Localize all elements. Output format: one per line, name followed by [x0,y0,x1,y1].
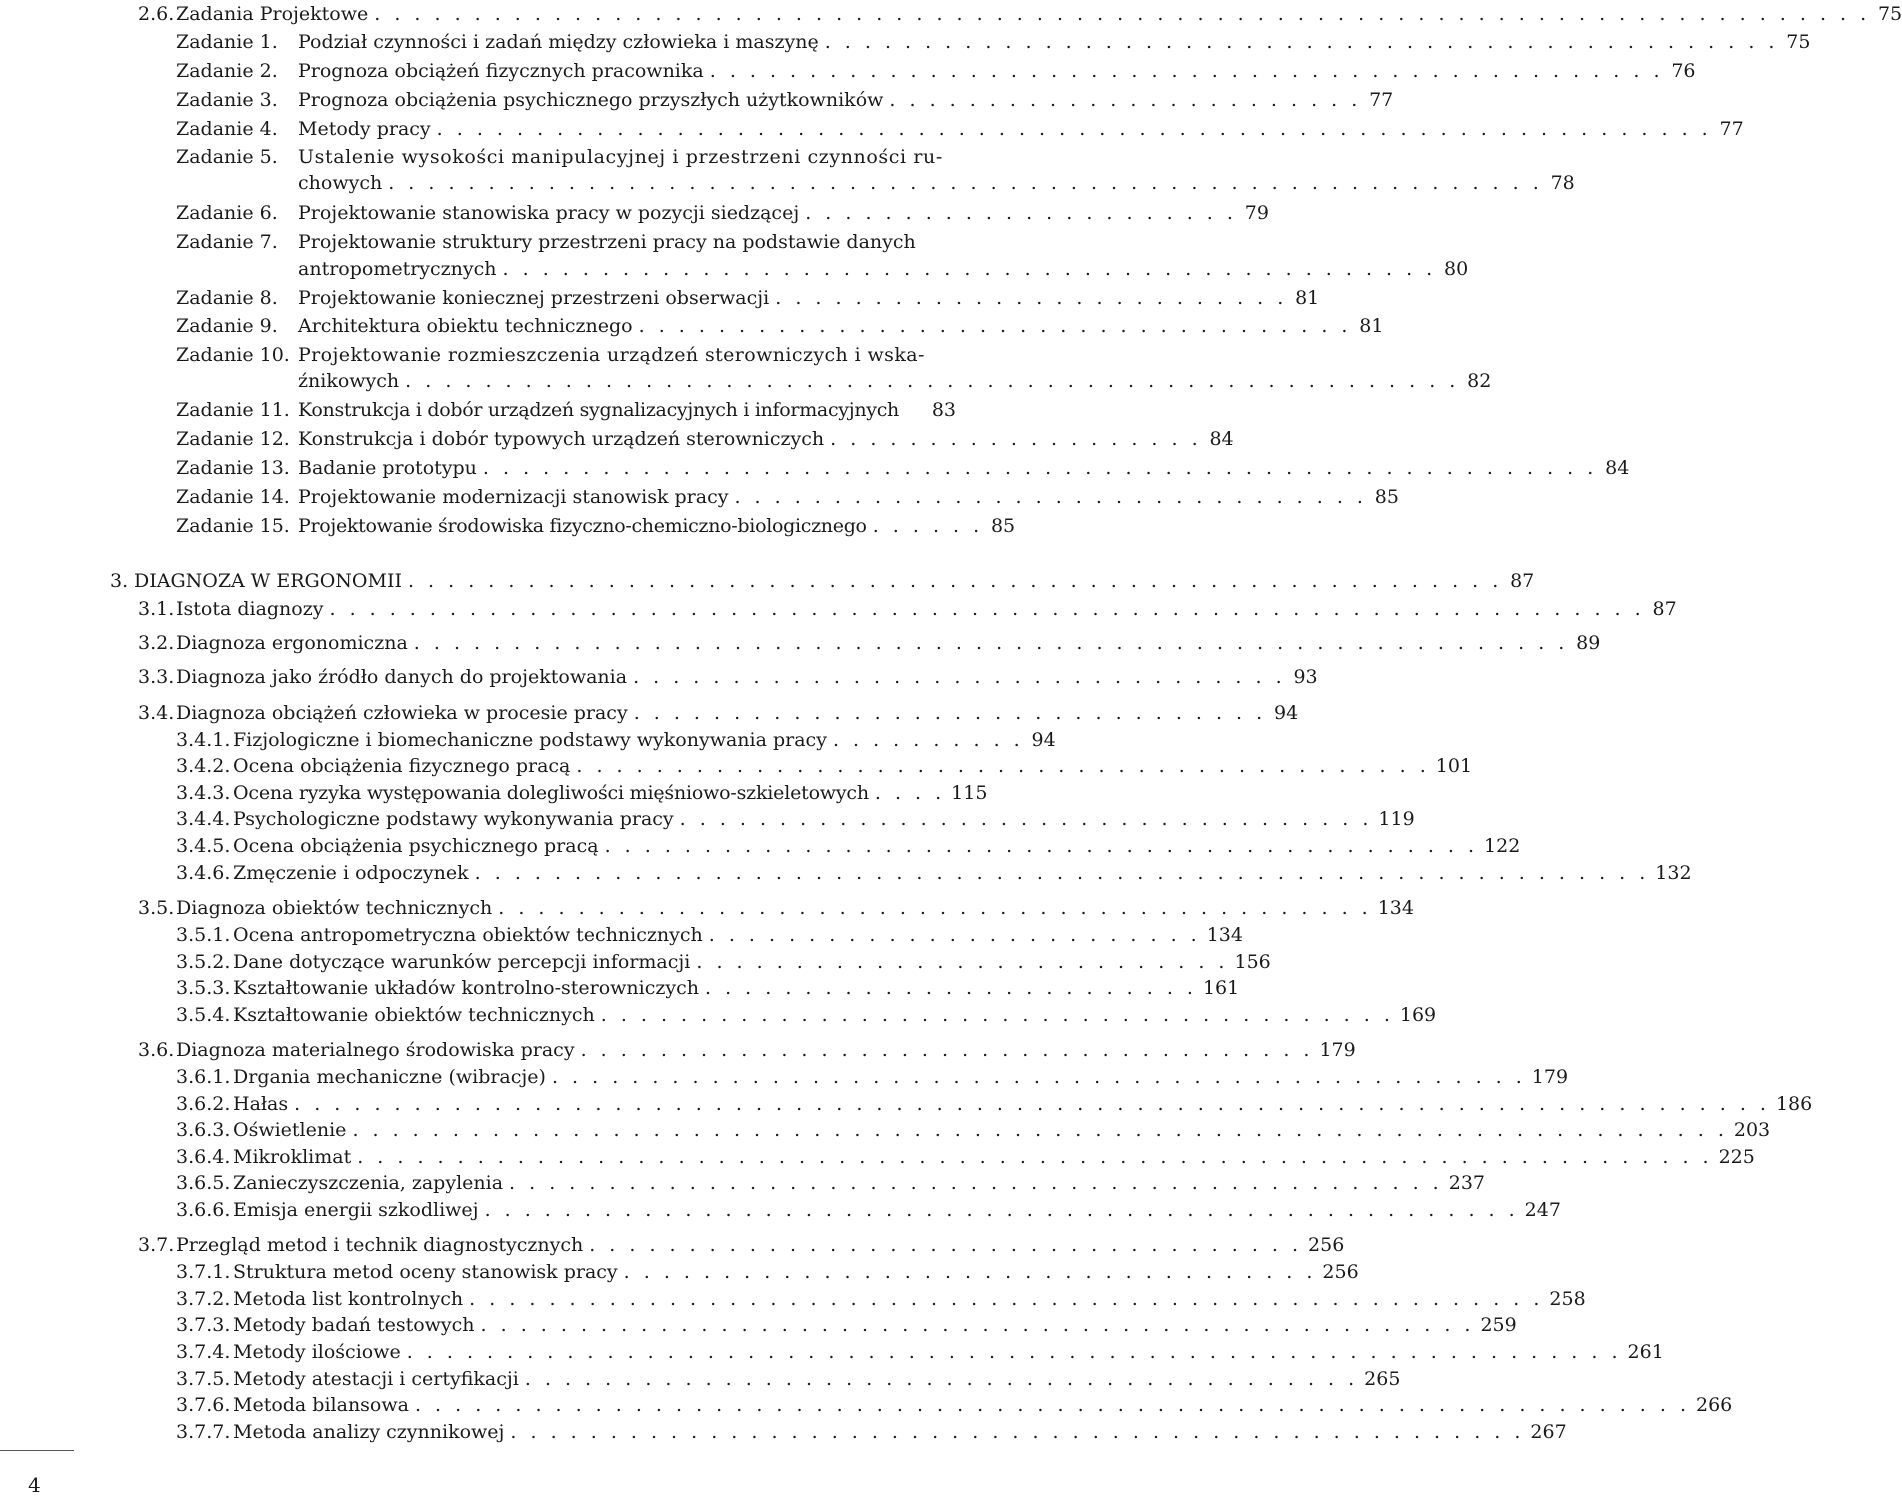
leader-dots: . . . . . . . . . . . . . . . . . . . . . . . . . [705,977,1197,999]
entry-number: 3.6.1. [176,1066,231,1088]
entry-page: 94 [1274,702,1299,724]
toc-entry-zadanie-8[interactable] [176,285,1320,311]
toc-entry-3-6-5[interactable] [176,1170,1485,1196]
entry-number: 3.6.3. [176,1119,231,1141]
entry-title: Struktura metod oceny stanowisk pracy [233,1261,618,1283]
toc-entry-3-6-4[interactable] [176,1144,1755,1170]
entry-page: 179 [1531,1066,1569,1088]
entry-title: Badanie prototypu [298,457,477,479]
entry-title: Projektowanie stanowiska pracy w pozycji siedzącej [298,202,800,224]
leader-dots: . . . . . . . . . . . . . . . . . . . . . . . . . . . . . . . . . . . . . . . . . . . . . . . . . . . . . . . . . . . . . [406,1341,1622,1363]
leader-dots: . . . . . . . . . . . . . . . . . . . . . . . . . . . . . . . . . . . . . . . . . . . . . . . . . . . . . . . . . . . . . . . . . . . . . . . . . . . [374,3,1871,25]
leader-dots: . . . . . . . . . . . . . . . . . . . . . . . . . . . . . . . . . . . [623,1261,1317,1283]
entry-number: Zadanie 13. [176,457,290,479]
toc-entry-2-6[interactable] [138,1,1902,27]
entry-number: 3.4.2. [176,755,231,777]
toc-entry-zadanie-5-line1[interactable] [176,144,943,170]
leader-dots: . . . . . . . . . . . . . . . . . . . . . . . . . . . . . . . . . . . . . . . . . . . . . . . . . . . . . . . . . . [388,172,1543,194]
entry-number: 3.4. [138,702,175,724]
entry-number: 3.4.6. [176,862,231,884]
entry-page: 89 [1576,632,1601,654]
entry-title: Ocena antropometryczna obiektów technicznych [233,924,703,946]
entry-title-line1: Projektowanie rozmieszczenia urządzeń sterowniczych i wska- [298,344,925,366]
entry-number: 3.3. [138,666,175,688]
leader-dots: . . . . . . . . . . . . . . . . . . . . . . . . . . . . . . . . . . . . . . . . . . . . . . . . . . . . . . . . . . . . . . . . [414,1394,1690,1416]
entry-number: Zadanie 3. [176,89,278,111]
entry-page: 265 [1364,1368,1401,1390]
toc-entry-3-5-4[interactable] [176,1002,1437,1028]
entry-page: 161 [1202,977,1240,999]
leader-dots: . . . . . . . . . . . . . . . . . . . . . . . . . . . . . . . . . . . . . . . . . . . . . . . . . . . . . . . . . . . . . . . . . . . . [357,1146,1713,1168]
entry-title: Projektowanie koniecznej przestrzeni obserwacji [298,287,770,309]
toc-entry-3-1[interactable] [138,596,1677,622]
entry-page: 75 [1877,3,1902,25]
entry-page: 247 [1524,1199,1561,1221]
toc-entry-zadanie-13[interactable] [176,455,1630,481]
toc-entry-zadanie-11[interactable] [176,397,956,423]
entry-number: Zadanie 12. [176,428,290,450]
toc-entry-3-4[interactable] [138,700,1299,726]
entry-title: Podział czynności i zadań między człowieka i maszynę [298,31,819,53]
entry-page: 156 [1234,951,1271,973]
entry-number: 3.7.6. [176,1394,231,1416]
entry-number: Zadanie 14. [176,486,290,508]
entry-number: 3.6.2. [176,1093,231,1115]
toc-entry-zadanie-6[interactable] [176,200,1269,226]
leader-dots: . . . . . . . . . . . . . . . . . . . . . . . . [889,89,1362,111]
entry-title: Projektowanie modernizacji stanowisk pracy [298,486,729,508]
entry-page: 261 [1627,1341,1664,1363]
leader-dots: . . . . . . . . . . . . . . . . . . . . . . . . . . . . . . . . . . . . . . . . . . . . . . . . [709,60,1664,82]
leader-dots: . . . . . . . . . . . . . . . . . . . [830,428,1202,450]
toc-entry-zadanie-3[interactable] [176,87,1394,113]
entry-number: 3.7.4. [176,1341,231,1363]
toc-entry-zadanie-15[interactable] [176,513,1016,539]
leader-dots: . . . . . . . . . . . . . . . . . . . . . . . . . . . . . . . . . . . . . . . . . . . [576,755,1430,777]
entry-page: 93 [1293,666,1318,688]
entry-title: Metody ilościowe [233,1341,401,1363]
leader-dots: . . . . . . . . . . . . . . . . . . . . . . . . . . . . . . . . [734,486,1367,508]
leader-dots: . . . . . . . . . . . . . . . . . . . . . . . . . . . . . . . . . . . . . . . . . . . . . . . . . . . . . . . . . . . [474,862,1650,884]
entry-title: Metody atestacji i certyfikacji [233,1368,519,1390]
toc-entry-3-5[interactable] [138,895,1414,921]
toc-entry-zadanie-10-line2[interactable] [298,368,1492,394]
toc-entry-zadanie-9[interactable] [176,313,1384,339]
entry-title-line2: źnikowych [298,370,400,392]
toc-entry-3-6-2[interactable] [176,1091,1813,1117]
entry-number: 3.4.4. [176,808,231,830]
entry-number: 3.7. [138,1234,175,1256]
entry-page: 80 [1444,258,1469,280]
entry-page: 169 [1399,1004,1437,1026]
entry-title-line1: Projektowanie struktury przestrzeni pracy na podstawie danych [298,231,916,253]
entry-page: 186 [1775,1093,1813,1115]
entry-number: Zadanie 15. [176,515,290,537]
leader-dots: . . . . . . . . . . . . . . . . . . . . . . . . . . . . . . . . . . . . . . . . . . . . . . . [509,1172,1443,1194]
entry-page: 94 [1031,729,1056,751]
entry-page: 266 [1696,1394,1733,1416]
entry-title: DIAGNOZA W ERGONOMII [134,570,402,592]
entry-page: 85 [1374,486,1399,508]
entry-number: 3.6.4. [176,1146,231,1168]
entry-page: 115 [951,782,988,804]
entry-number: Zadanie 1. [176,31,278,53]
leader-dots: . . . . . . . . . . . . . . . . . . . . . . . . . . . . . . . . . . . . . . . . . . . . . . . . . [551,1066,1526,1088]
entry-title: Architektura obiektu technicznego [298,315,633,337]
entry-title: Zanieczyszczenia, zapylenia [233,1172,504,1194]
entry-page: 76 [1671,60,1696,82]
entry-number: Zadanie 10. [176,344,290,366]
leader-dots: . . . . . . . . . . . . . . . . . . . . . . . . . . . . . . . . . . . . . . . . . . . . [604,835,1479,857]
entry-number: Zadanie 6. [176,202,278,224]
entry-page: 237 [1448,1172,1485,1194]
toc-entry-zadanie-7-line1[interactable] [176,229,916,255]
entry-page: 256 [1308,1234,1345,1256]
leader-dots: . . . . . . . . . . . . . . . . . . . . . . . . . . . . . . . . . . . . . . . . . . . . . . . . . . . . . . . . [482,457,1598,479]
entry-title: Konstrukcja i dobór urządzeń sygnalizacyjnych i informacyjnych [298,399,899,421]
toc-entry-3-7-1[interactable] [176,1259,1359,1285]
entry-title: Prognoza obciążenia psychicznego przyszłych użytkowników [298,89,884,111]
leader-dots: . . . . . . . . . . . . . . . . . . . . . . . . . . . . . . . . . . . . [589,1234,1303,1256]
toc-entry-3-4-1[interactable] [176,727,1056,753]
entry-title: Fizjologiczne i biomechaniczne podstawy wykonywania pracy [233,729,827,751]
entry-number: 3.6. [138,1039,175,1061]
toc-entry-3-4-3[interactable] [176,780,988,806]
entry-number: 3.2. [138,632,175,654]
leader-dots: . . . . . . . . . . . . . . . . . . . . . . . . . . . . . . . . . [633,666,1286,688]
entry-title: Kształtowanie obiektów technicznych [233,1004,595,1026]
leader-dots: . . . . . . . . . . . . . . . . . . . . . . . . . . . . . . . . . . . . . . . . . . . . . . . . . . . . . . . . . . . . . . . . . . . . . . . . . . [294,1093,1770,1115]
leader-dots: . . . . . . . . . . . . . . . . . . . . . . . . . . . . . . . . . . . . . . . . . . . . . . . . . . [480,1314,1475,1336]
entry-title-line1: Ustalenie wysokości manipulacyjnej i przestrzeni czynności ru- [298,146,943,168]
leader-dots: . . . . . . . . . . . . . . . . . . . . . . . . . . . . . . . . . . . [679,808,1373,830]
toc-entry-zadanie-4[interactable] [176,116,1744,142]
entry-title: Metoda analizy czynnikowej [233,1421,505,1443]
toc-entry-3-6-3[interactable] [176,1117,1771,1143]
entry-title: Oświetlenie [233,1119,347,1141]
leader-dots: . . . . . . . . . . . . . . . . . . . . . . . . . . . . . . . . . . . . . . . . . . . . . . . . . . . . . . . [407,570,1503,592]
toc-entry-3-6[interactable] [138,1037,1356,1063]
entry-page: 258 [1549,1288,1586,1310]
entry-title: Metody badań testowych [233,1314,475,1336]
entry-number: 3.1. [138,598,175,620]
entry-title: Ocena ryzyka występowania dolegliwości mięśniowo-szkieletowych [233,782,869,804]
toc-chapter-3[interactable] [110,568,1535,594]
leader-dots: . . . . . . . . . . . . . . . . . . . . . . . . . . [775,287,1288,309]
entry-number: 3.6.5. [176,1172,231,1194]
entry-page: 82 [1467,370,1492,392]
entry-number: 3.5.3. [176,977,231,999]
toc-entry-3-5-1[interactable] [176,922,1243,948]
entry-page: 87 [1652,598,1677,620]
entry-title: Psychologiczne podstawy wykonywania pracy [233,808,674,830]
entry-page: 77 [1369,89,1394,111]
toc-entry-3-5-2[interactable] [176,949,1271,975]
entry-number: Zadanie 9. [176,315,278,337]
entry-page: 78 [1550,172,1575,194]
entry-page: 119 [1378,808,1415,830]
entry-page: 132 [1655,862,1692,884]
entry-number: 3.7.5. [176,1368,231,1390]
entry-number: 3.5.4. [176,1004,231,1026]
entry-number: 2.6. [138,3,175,25]
entry-title: Emisja energii szkodliwej [233,1199,479,1221]
leader-dots: . . . . [874,782,946,804]
entry-page: 122 [1484,835,1521,857]
entry-page: 81 [1359,315,1384,337]
footer-page-number: 4 [28,1473,41,1497]
leader-dots: . . . . . . . . . . . . . . . . . . . . . . . . . . . . . . . . . . . . . . . . . . . . [498,897,1372,919]
entry-page: 85 [990,515,1016,537]
entry-number: 3.7.2. [176,1288,231,1310]
entry-page: 83 [931,399,956,421]
leader-dots: . . . . . . . . . . . . . . . . . . . . . . . . . . . . . . . . . . . . . . . . . . [524,1368,1359,1390]
leader-dots: . . . . . . . . . . . . . . . . . . . . . . . . . . . [696,951,1229,973]
leader-dots: . . . . . . . . . . . . . . . . . . . . . . [805,202,1237,224]
entry-title: Istota diagnozy [176,598,324,620]
entry-page: 267 [1530,1421,1567,1443]
entry-number: Zadanie 4. [176,118,278,140]
toc-entry-zadanie-10-line1[interactable] [176,342,925,368]
leader-dots: . . . . . . . . . . . . . . . . . . . . . . . . . . . . . . . . . . . . . . . . . . . . . . . [502,258,1437,280]
entry-title: Metoda list kontrolnych [233,1288,464,1310]
toc-entry-zadanie-2[interactable] [176,58,1696,84]
entry-title: Diagnoza obiektów technicznych [176,897,493,919]
leader-dots: . . . . . . . . . . . . . . . . . . . . . . . . . . . . . . . . [633,702,1267,724]
entry-number: 3.7.7. [176,1421,231,1443]
entry-title: Ocena obciążenia fizycznego pracą [233,755,571,777]
entry-page: 84 [1605,457,1630,479]
entry-title: Diagnoza obciążeń człowieka w procesie pracy [176,702,628,724]
entry-number: 3.5.2. [176,951,231,973]
toc-entry-3-6-6[interactable] [176,1197,1561,1223]
toc-entry-3-7-6[interactable] [176,1392,1733,1418]
entry-page: 203 [1733,1119,1771,1141]
toc-entry-3-3[interactable] [138,664,1318,690]
toc-entry-zadanie-12[interactable] [176,426,1234,452]
entry-page: 79 [1244,202,1269,224]
entry-title: Diagnoza ergonomiczna [176,632,408,654]
leader-dots: . . . . . . . . . . . . . . . . . . . . . . . . . . . . . . . . . . . . . . . . . . . . . . . . . . . . [484,1199,1519,1221]
toc-entry-3-7-3[interactable] [176,1312,1517,1338]
leader-dots: . . . . . . . . . . . . . . . . . . . . . . . . . . . . . . . . . . . . . [580,1039,1314,1061]
entry-page: 84 [1209,428,1234,450]
entry-number: 3.7.1. [176,1261,231,1283]
entry-number: Zadanie 7. [176,231,278,253]
leader-dots: . . . . . . . . . . [832,729,1024,751]
entry-title: Mikroklimat [233,1146,352,1168]
toc-entry-3-7-2[interactable] [176,1286,1586,1312]
entry-number: 3.4.3. [176,782,231,804]
toc-entry-3-4-4[interactable] [176,806,1415,832]
toc-entry-3-4-2[interactable] [176,753,1473,779]
entry-number: Zadanie 8. [176,287,278,309]
leader-dots: . . . . . . . . . . . . . . . . . . . . . . . . . . . . . . . . . . . . . . . . . . . . . . . . [824,31,1779,53]
entry-number: 3.7.3. [176,1314,231,1336]
entry-page: 101 [1435,755,1473,777]
toc-entry-3-7[interactable] [138,1232,1345,1258]
footer-rule [0,1450,74,1451]
entry-number: 3.5.1. [176,924,231,946]
leader-dots: . . . . . . . . . . . . . . . . . . . . . . . . . . . . . . . . . . . . . . . . . . . . . . . . . . . . . . . . . . . . . . . . [436,118,1712,140]
entry-page: 134 [1206,924,1243,946]
entry-page: 179 [1319,1039,1356,1061]
entry-title: Przegląd metod i technik diagnostycznych [176,1234,584,1256]
leader-dots: . . . . . . . . . . . . . . . . . . . . . . . . . . . . . . . . . . . . . . . . . . . . . . . . . . . [510,1421,1525,1443]
entry-number: 3.4.1. [176,729,231,751]
leader-dots: . . . . . . . . . . . . . . . . . . . . . . . . . . . . . . . . . . . . [638,315,1352,337]
leader-dots: . . . . . . [872,515,984,537]
entry-title: Kształtowanie układów kontrolno-sterowniczych [233,977,699,999]
entry-page: 134 [1377,897,1414,919]
toc-entry-3-4-5[interactable] [176,833,1521,859]
entry-title: Drgania mechaniczne (wibracje) [233,1066,546,1088]
toc-entry-zadanie-7-line2[interactable] [298,256,1469,282]
entry-page: 256 [1322,1261,1359,1283]
entry-title: Hałas [233,1093,289,1115]
entry-number: Zadanie 11. [176,399,290,421]
entry-number: 3.6.6. [176,1199,231,1221]
entry-title-line2: antropometrycznych [298,258,497,280]
toc-entry-3-7-4[interactable] [176,1339,1664,1365]
entry-number: 3.4.5. [176,835,231,857]
toc-entry-zadanie-1[interactable] [176,29,1811,55]
leader-dots: . . . . . . . . . . . . . . . . . . . . . . . . . . . . . . . . . . . . . . . . . . . . . . . . . . . . . [405,370,1460,392]
toc-entry-3-7-5[interactable] [176,1366,1401,1392]
entry-number: Zadanie 5. [176,146,278,168]
entry-page: 87 [1510,570,1535,592]
entry-title: Ocena obciążenia psychicznego pracą [233,835,599,857]
leader-dots: . . . . . . . . . . . . . . . . . . . . . . . . . . . . . . . . . . . . . . . . . . . . . . . . . . . . . . [469,1288,1544,1310]
entry-title: Dane dotyczące warunków percepcji informacji [233,951,691,973]
leader-dots: . . . . . . . . . . . . . . . . . . . . . . . . . . . . . . . . . . . . . . . . . . . . . . . . . . . . . . . . . . . . . . . . . . [329,598,1645,620]
entry-number: 3. [110,570,129,592]
entry-title-line2: chowych [298,172,383,194]
entry-title: Metody pracy [298,118,431,140]
entry-number: Zadanie 2. [176,60,278,82]
leader-dots: . . . . . . . . . . . . . . . . . . . . . . . . . [708,924,1201,946]
toc-entry-3-5-3[interactable] [176,975,1240,1001]
leader-dots: . . . . . . . . . . . . . . . . . . . . . . . . . . . . . . . . . . . . . . . . . . . . . . . . . . . . . . . . . . . . . . . . . . . . . [352,1119,1728,1141]
entry-title: Konstrukcja i dobór typowych urządzeń sterowniczych [298,428,825,450]
entry-title: Zmęczenie i odpoczynek [233,862,469,884]
entry-page: 75 [1786,31,1811,53]
leader-dots: . . . . . . . . . . . . . . . . . . . . . . . . . . . . . . . . . . . . . . . . . . . . . . . . . . . . . . . . . . [413,632,1569,654]
entry-title: Prognoza obciążeń fizycznych pracownika [298,60,704,82]
leader-dots: . . . . . . . . . . . . . . . . . . . . . . . . . . . . . . . . . . . . . . . . [600,1004,1394,1026]
entry-title: Zadania Projektowe [176,3,369,25]
toc-entry-zadanie-14[interactable] [176,484,1399,510]
entry-page: 225 [1718,1146,1755,1168]
entry-title: Diagnoza jako źródło danych do projektowania [176,666,628,688]
toc-entry-3-6-1[interactable] [176,1064,1569,1090]
toc-entry-3-4-6[interactable] [176,860,1692,886]
toc-entry-zadanie-5-line2[interactable] [298,170,1575,196]
entry-number: 3.5. [138,897,175,919]
toc-entry-3-7-7[interactable] [176,1419,1567,1445]
entry-page: 259 [1480,1314,1517,1336]
entry-page: 81 [1295,287,1320,309]
entry-page: 77 [1719,118,1744,140]
toc-entry-3-2[interactable] [138,630,1601,656]
entry-title: Projektowanie środowiska fizyczno-chemiczno-biologicznego [298,515,867,537]
entry-title: Metoda bilansowa [233,1394,409,1416]
entry-title: Diagnoza materialnego środowiska pracy [176,1039,575,1061]
